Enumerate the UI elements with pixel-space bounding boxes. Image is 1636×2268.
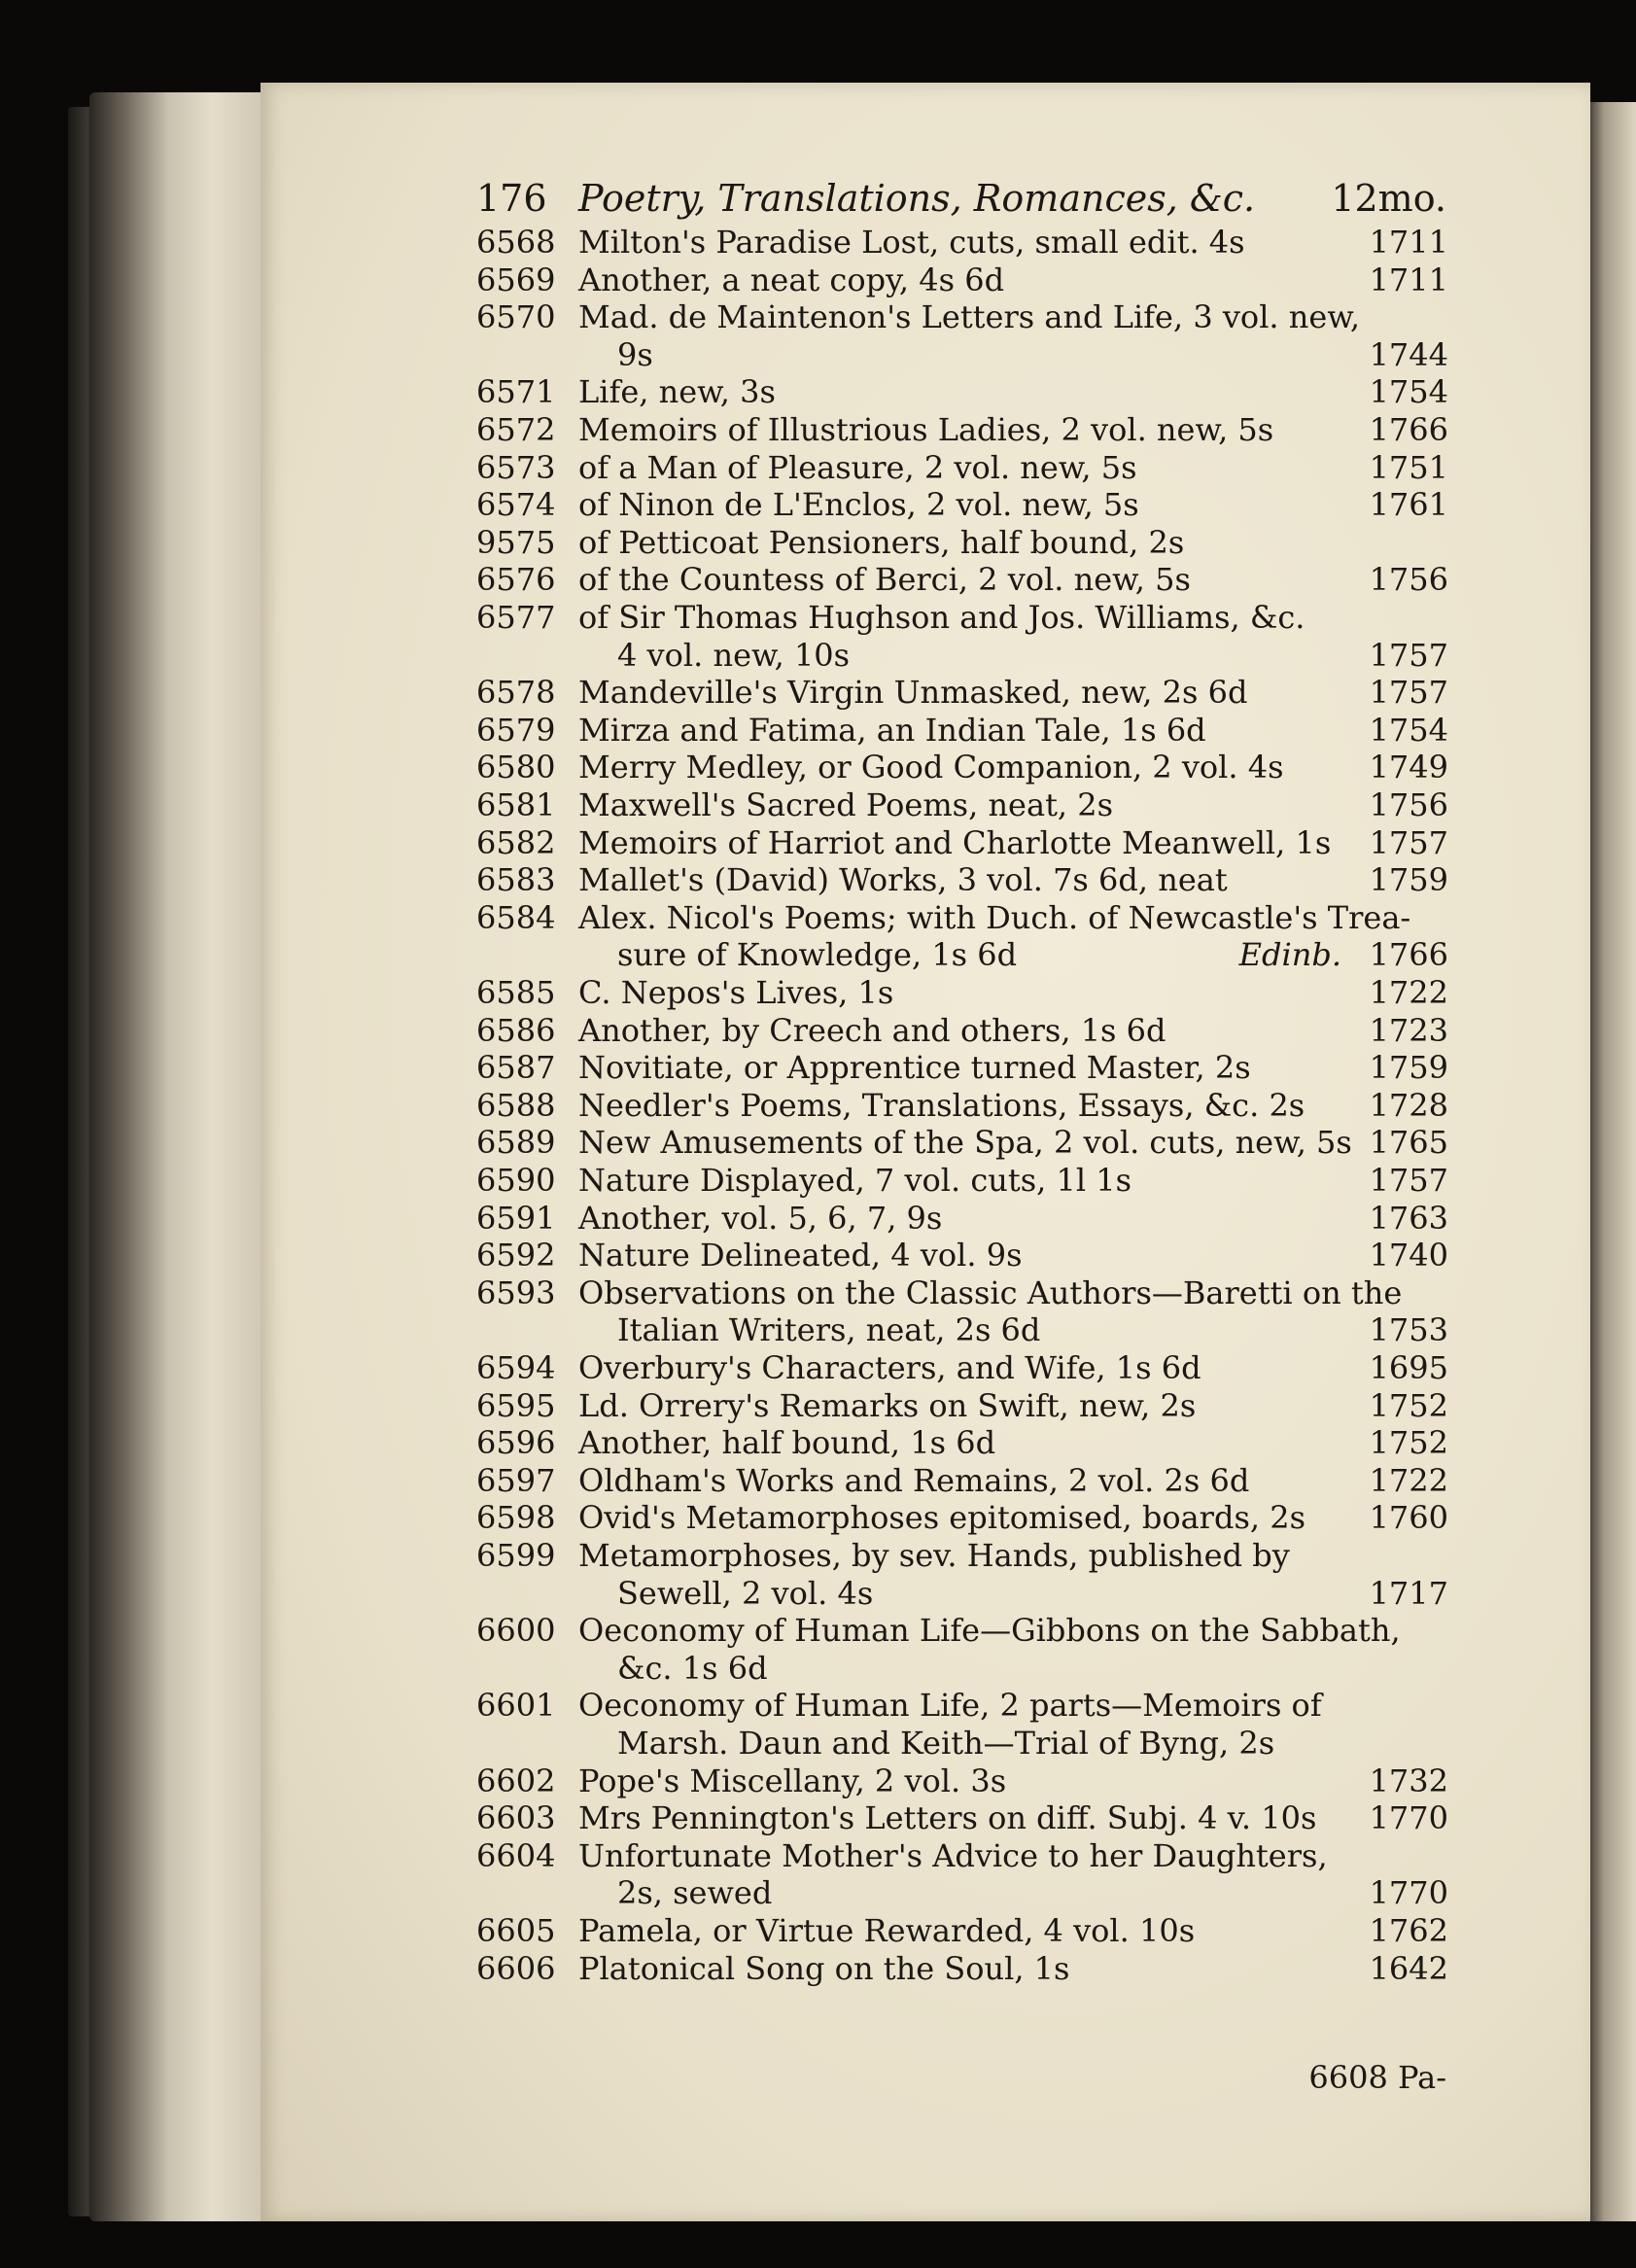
entry-year: 1760 (1369, 1499, 1448, 1537)
entry-description: Unfortunate Mother's Advice to her Daughters, (578, 1836, 1328, 1874)
format-label: 12mo. (1331, 177, 1446, 220)
catalogue-entry (476, 561, 1448, 599)
entry-description: Maxwell's Sacred Poems, neat, 2s (578, 786, 1114, 823)
entry-year: 1756 (1369, 561, 1448, 599)
entry-number: 6571 (476, 373, 556, 411)
catalogue-entry (476, 1874, 1448, 1912)
catalogue-entry (476, 373, 1448, 411)
entry-number: 6591 (476, 1199, 556, 1237)
entry-year: 1754 (1369, 373, 1448, 411)
catalogue-entry (476, 1687, 1448, 1725)
entry-description: C. Nepos's Lives, 1s (578, 974, 894, 1011)
entry-number: 6574 (476, 486, 556, 524)
entry-number: 6599 (476, 1537, 556, 1574)
catalogue-entry (476, 1162, 1448, 1200)
entry-year: 1757 (1369, 1162, 1448, 1199)
entry-number: 6597 (476, 1461, 556, 1499)
catalogue-entry (476, 786, 1448, 824)
entry-year: 1732 (1369, 1762, 1448, 1799)
entry-year: 1759 (1369, 1049, 1448, 1087)
entry-description: Milton's Paradise Lost, cuts, small edit. 4s (578, 224, 1245, 261)
entry-description: 9s (617, 335, 653, 373)
entry-description: Overbury's Characters, and Wife, 1s 6d (578, 1349, 1201, 1386)
entry-year: 1763 (1369, 1199, 1448, 1237)
entry-year: 1695 (1369, 1349, 1448, 1386)
catalogue-entry (476, 899, 1448, 937)
entry-year: 1765 (1369, 1124, 1448, 1162)
catalogue-entry (476, 1537, 1448, 1575)
entry-number: 6572 (476, 411, 556, 448)
entry-number: 6570 (476, 298, 556, 336)
section-title: Poetry, Translations, Romances, &c. (578, 177, 1256, 220)
entry-number: 6573 (476, 448, 556, 486)
entry-description: Another, vol. 5, 6, 7, 9s (578, 1199, 943, 1237)
entry-number: 6578 (476, 674, 556, 712)
entry-year: 1711 (1369, 261, 1448, 298)
entry-number: 6593 (476, 1274, 556, 1311)
catalogue-entry (476, 1575, 1448, 1613)
entry-year: 1711 (1369, 224, 1448, 261)
catalogue-entry (476, 824, 1448, 862)
catalogue-entry (476, 861, 1448, 899)
entry-year: 1759 (1369, 861, 1448, 899)
catalogue-entry (476, 411, 1448, 449)
page-block-edge (89, 92, 264, 2221)
entry-description: Memoirs of Harriot and Charlotte Meanwell, 1s (578, 823, 1332, 861)
entry-year: 1722 (1369, 974, 1448, 1011)
entry-description: Ld. Orrery's Remarks on Swift, new, 2s (578, 1386, 1197, 1424)
entry-number: 6602 (476, 1762, 556, 1799)
catalogue-entry (476, 749, 1448, 786)
entry-number: 9575 (476, 523, 556, 561)
entry-number: 6576 (476, 561, 556, 599)
entry-description: Marsh. Daun and Keith—Trial of Byng, 2s (617, 1725, 1275, 1762)
entry-description: of the Countess of Berci, 2 vol. new, 5s (578, 561, 1191, 599)
entry-description: Mrs Pennington's Letters on diff. Subj. 4 v. 10s (578, 1799, 1317, 1837)
entry-description: Ovid's Metamorphoses epitomised, boards, 2s (578, 1499, 1305, 1537)
catalogue-entry (476, 336, 1448, 374)
running-head (476, 173, 1448, 224)
catalogue-entry (476, 298, 1448, 336)
entry-place: Edinb. (1238, 936, 1341, 974)
entry-number: 6600 (476, 1612, 556, 1650)
catalogue-entry (476, 1200, 1448, 1238)
entry-year: 1722 (1369, 1461, 1448, 1499)
entry-description: Mallet's (David) Works, 3 vol. 7s 6d, neat (578, 861, 1228, 899)
entry-description: Nature Displayed, 7 vol. cuts, 1l 1s (578, 1162, 1132, 1199)
entry-description: Pope's Miscellany, 2 vol. 3s (578, 1762, 1007, 1799)
facing-page-edge (1590, 102, 1636, 2221)
entry-number: 6577 (476, 599, 556, 636)
entry-year: 1770 (1369, 1874, 1448, 1912)
catalogue-entry (476, 637, 1448, 675)
entry-description: Mad. de Maintenon's Letters and Life, 3 vol. new, (578, 298, 1361, 336)
catalogue-entry (476, 1087, 1448, 1125)
entry-number: 6569 (476, 261, 556, 298)
entry-description: Life, new, 3s (578, 373, 776, 411)
catalogue-entry (476, 1499, 1448, 1537)
entry-year: 1642 (1369, 1949, 1448, 1987)
catalogue-entry (476, 599, 1448, 637)
catalogue-entry (476, 1349, 1448, 1387)
entry-description: 4 vol. new, 10s (617, 636, 851, 674)
catalogue-entry (476, 1799, 1448, 1837)
entry-description: Metamorphoses, by sev. Hands, published by (578, 1537, 1290, 1574)
entry-description: Oldham's Works and Remains, 2 vol. 2s 6d (578, 1461, 1250, 1499)
entry-description: Observations on the Classic Authors—Baretti on the (578, 1274, 1403, 1311)
catalogue-entry (476, 224, 1448, 262)
entry-description: Mirza and Fatima, an Indian Tale, 1s 6d (578, 711, 1206, 749)
entry-description: Platonical Song on the Soul, 1s (578, 1949, 1070, 1987)
catalogue-entry (476, 1387, 1448, 1425)
entry-number: 6580 (476, 749, 556, 786)
entry-description: of a Man of Pleasure, 2 vol. new, 5s (578, 448, 1137, 486)
entry-number: 6585 (476, 974, 556, 1011)
catalogue-entry (476, 1049, 1448, 1087)
entry-year: 1762 (1369, 1912, 1448, 1949)
entry-description: Novitiate, or Apprentice turned Master, 2s (578, 1049, 1251, 1087)
entry-year: 1766 (1369, 411, 1448, 448)
entry-number: 6589 (476, 1124, 556, 1162)
entry-description: Sewell, 2 vol. 4s (617, 1574, 874, 1612)
entry-description: Pamela, or Virtue Rewarded, 4 vol. 10s (578, 1912, 1196, 1949)
catalogue-entry (476, 974, 1448, 1012)
entry-year: 1757 (1369, 674, 1448, 712)
catalogue-entry (476, 1650, 1448, 1688)
entry-year: 1728 (1369, 1086, 1448, 1124)
catalogue-entry (476, 449, 1448, 487)
catalogue-entry (476, 262, 1448, 299)
entry-year: 1752 (1369, 1424, 1448, 1462)
catalogue-entry (476, 486, 1448, 524)
catchword: 6608 Pa- (1308, 2059, 1446, 2096)
entry-number: 6586 (476, 1011, 556, 1049)
catalogue-entry (476, 674, 1448, 712)
entry-description: New Amusements of the Spa, 2 vol. cuts, new, 5s (578, 1124, 1352, 1162)
entry-description: sure of Knowledge, 1s 6d (617, 936, 1018, 974)
entry-number: 6587 (476, 1049, 556, 1087)
entry-description: Another, a neat copy, 4s 6d (578, 261, 1005, 298)
entry-description: Merry Medley, or Good Companion, 2 vol. 4s (578, 749, 1284, 786)
entry-year: 1723 (1369, 1011, 1448, 1049)
entry-year: 1757 (1369, 636, 1448, 674)
entry-description: Memoirs of Illustrious Ladies, 2 vol. new, 5s (578, 411, 1274, 448)
entry-number: 6605 (476, 1912, 556, 1949)
entry-number: 6584 (476, 898, 556, 936)
catalogue-entry (476, 1912, 1448, 1950)
entry-number: 6604 (476, 1836, 556, 1874)
entry-number: 6582 (476, 823, 556, 861)
entry-year: 1751 (1369, 448, 1448, 486)
entry-number: 6595 (476, 1386, 556, 1424)
entry-number: 6568 (476, 224, 556, 261)
entry-description: Mandeville's Virgin Unmasked, new, 2s 6d (578, 674, 1248, 712)
entry-year: 1749 (1369, 749, 1448, 786)
entry-year: 1756 (1369, 786, 1448, 823)
entry-description: Another, half bound, 1s 6d (578, 1424, 996, 1462)
page-number: 176 (476, 177, 547, 220)
entry-number: 6596 (476, 1424, 556, 1462)
catalogue-entry (476, 1762, 1448, 1800)
catalogue-entry (476, 1612, 1448, 1650)
entry-number: 6579 (476, 711, 556, 749)
entry-description: &c. 1s 6d (617, 1649, 768, 1687)
catalogue-entry (476, 1424, 1448, 1462)
catalogue-entry (476, 524, 1448, 562)
entry-number: 6598 (476, 1499, 556, 1537)
catalogue-entry (476, 1837, 1448, 1875)
catalogue-entry (476, 1012, 1448, 1050)
entry-year: 1744 (1369, 335, 1448, 373)
entry-description: Oeconomy of Human Life—Gibbons on the Sabbath, (578, 1612, 1401, 1650)
catalogue-entry (476, 1950, 1448, 1988)
entry-year: 1766 (1369, 936, 1448, 974)
entry-year: 1740 (1369, 1237, 1448, 1274)
entry-number: 6581 (476, 786, 556, 823)
catalogue-entry (476, 1274, 1448, 1312)
catalogue-entry (476, 1725, 1448, 1762)
entry-description: Oeconomy of Human Life, 2 parts—Memoirs of (578, 1687, 1322, 1725)
entry-description: Another, by Creech and others, 1s 6d (578, 1011, 1166, 1049)
entry-year: 1757 (1369, 823, 1448, 861)
catalogue-entry (476, 1237, 1448, 1274)
entry-description: Italian Writers, neat, 2s 6d (617, 1311, 1041, 1349)
entry-number: 6603 (476, 1799, 556, 1837)
entry-number: 6592 (476, 1237, 556, 1274)
entry-year: 1717 (1369, 1574, 1448, 1612)
entry-description: of Petticoat Pensioners, half bound, 2s (578, 523, 1185, 561)
entry-number: 6606 (476, 1949, 556, 1987)
entry-year: 1752 (1369, 1386, 1448, 1424)
entry-description: of Ninon de L'Enclos, 2 vol. new, 5s (578, 486, 1139, 524)
entry-description: 2s, sewed (617, 1874, 773, 1912)
entry-description: of Sir Thomas Hughson and Jos. Williams, &c. (578, 599, 1305, 636)
entry-year: 1753 (1369, 1311, 1448, 1349)
entry-number: 6590 (476, 1162, 556, 1199)
entry-year: 1770 (1369, 1799, 1448, 1837)
entry-description: Alex. Nicol's Poems; with Duch. of Newcastle's Trea- (578, 898, 1411, 936)
catalogue-entry (476, 1462, 1448, 1500)
entry-number: 6583 (476, 861, 556, 899)
entry-year: 1761 (1369, 486, 1448, 524)
entry-description: Nature Delineated, 4 vol. 9s (578, 1237, 1023, 1274)
catalogue-entry (476, 1124, 1448, 1162)
entry-year: 1754 (1369, 711, 1448, 749)
entry-number: 6588 (476, 1086, 556, 1124)
catalogue-entry (476, 936, 1448, 974)
catalogue-entry (476, 712, 1448, 750)
entry-description: Needler's Poems, Translations, Essays, &c. 2s (578, 1086, 1305, 1124)
entry-number: 6594 (476, 1349, 556, 1386)
entry-number: 6601 (476, 1687, 556, 1725)
catalogue-entry (476, 1311, 1448, 1349)
